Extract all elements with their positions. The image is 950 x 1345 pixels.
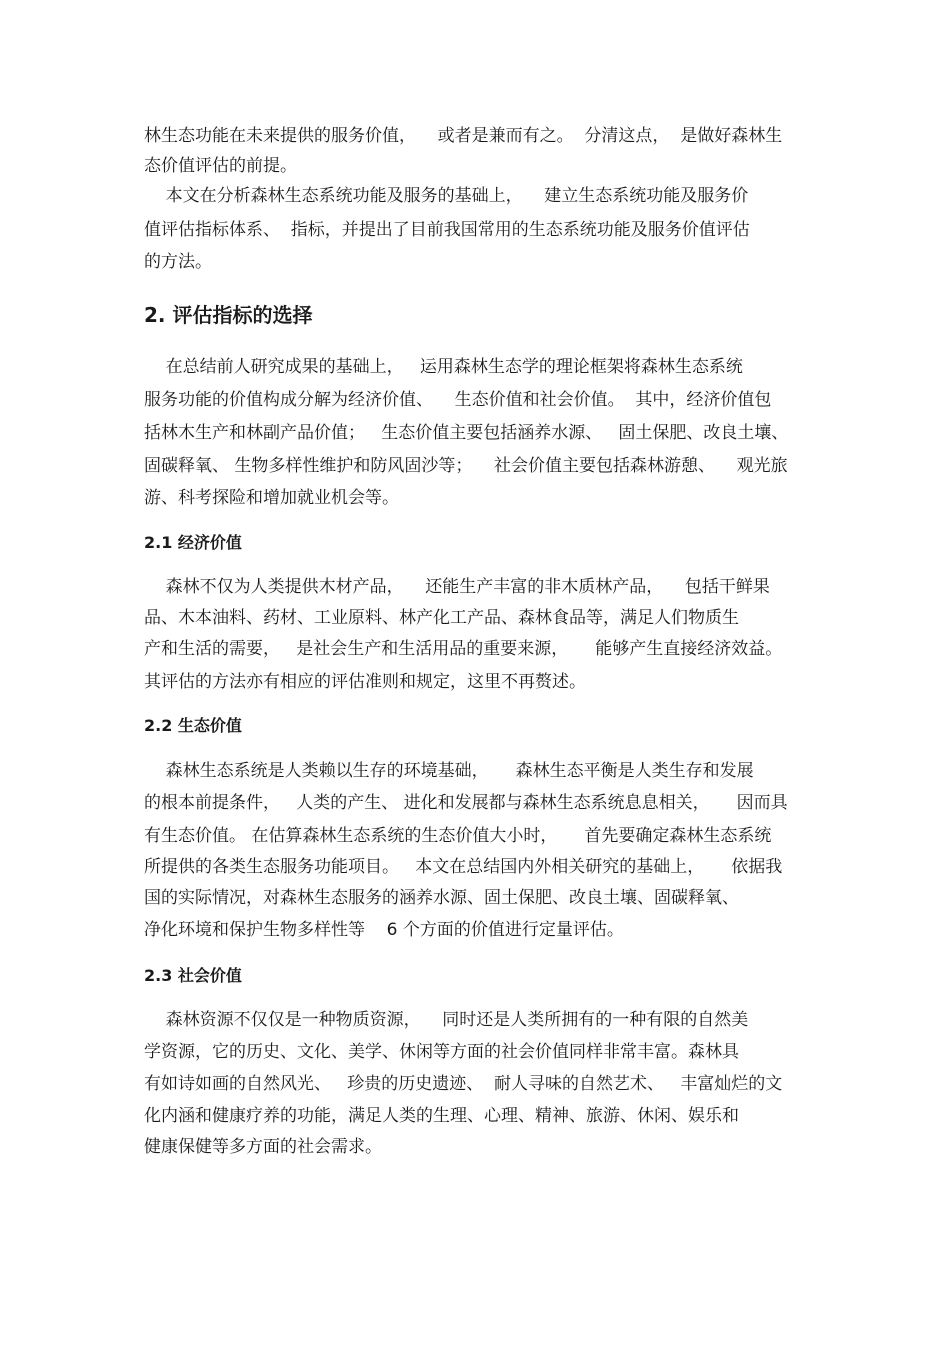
paragraph-line: 有生态价值。 在估算森林生态系统的生态价值大小时， 首先要确定森林生态系统: [144, 826, 772, 846]
paragraph-line: 的根本前提条件， 人类的产生、 进化和发展都与森林生态系统息息相关， 因而具: [144, 793, 788, 813]
subsection-heading: 2.1 经济价值: [144, 533, 242, 552]
paragraph-line: 林生态功能在未来提供的服务价值， 或者是兼而有之。 分清这点， 是做好森林生: [144, 126, 783, 146]
paragraph-line: 森林资源不仅仅是一种物质资源， 同时还是人类所拥有的一种有限的自然美: [144, 1010, 749, 1030]
paragraph-line: 括林木生产和林副产品价值； 生态价值主要包括涵养水源、 固土保肥、改良土壤、: [144, 423, 789, 443]
paragraph-line: 健康保健等多方面的社会需求。: [144, 1137, 382, 1157]
paragraph-line: 本文在分析森林生态系统功能及服务的基础上， 建立生态系统功能及服务价: [144, 186, 749, 206]
paragraph-line: 值评估指标体系、 指标，并提出了目前我国常用的生态系统功能及服务价值评估: [144, 220, 750, 240]
subsection-heading: 2.3 社会价值: [144, 966, 242, 985]
paragraph-line: 森林不仅为人类提供木材产品， 还能生产丰富的非木质林产品， 包括干鲜果: [144, 577, 770, 597]
subsection-heading: 2.2 生态价值: [144, 716, 242, 735]
paragraph-line: 的方法。: [144, 252, 212, 272]
paragraph-line: 所提供的各类生态服务功能项目。 本文在总结国内外相关研究的基础上， 依据我: [144, 857, 783, 877]
paragraph-line: 有如诗如画的自然风光、 珍贵的历史遗迹、 耐人寻味的自然艺术、 丰富灿烂的文: [144, 1074, 783, 1094]
paragraph-line: 净化环境和保护生物多样性等 6 个方面的价值进行定量评估。: [144, 920, 624, 940]
paragraph-line: 固碳释氧、 生物多样性维护和防风固沙等； 社会价值主要包括森林游憩、 观光旅: [144, 456, 788, 476]
paragraph-line: 态价值评估的前提。: [144, 156, 297, 176]
paragraph-line: 品、木本油料、药材、工业原料、林产化工产品、森林食品等，满足人们物质生: [144, 608, 739, 628]
paragraph-line: 学资源，它的历史、文化、美学、休闲等方面的社会价值同样非常丰富。森林具: [144, 1042, 739, 1062]
section-heading: 2. 评估指标的选择: [144, 303, 313, 327]
paragraph-line: 游、科考探险和增加就业机会等。: [144, 488, 399, 508]
paragraph-line: 其评估的方法亦有相应的评估准则和规定，这里不再赘述。: [144, 672, 586, 692]
paragraph-line: 国的实际情况，对森林生态服务的涵养水源、固土保肥、改良土壤、固碳释氧、: [144, 888, 739, 908]
paragraph-line: 服务功能的价值构成分解为经济价值、 生态价值和社会价值。 其中，经济价值包: [144, 390, 772, 410]
paragraph-line: 产和生活的需要， 是社会生产和生活用品的重要来源， 能够产生直接经济效益。: [144, 639, 783, 659]
paragraph-line: 化内涵和健康疗养的功能，满足人类的生理、心理、精神、旅游、休闲、娱乐和: [144, 1106, 739, 1126]
paragraph-line: 在总结前人研究成果的基础上， 运用森林生态学的理论框架将森林生态系统: [144, 357, 743, 377]
paragraph-line: 森林生态系统是人类赖以生存的环境基础， 森林生态平衡是人类生存和发展: [144, 761, 754, 781]
